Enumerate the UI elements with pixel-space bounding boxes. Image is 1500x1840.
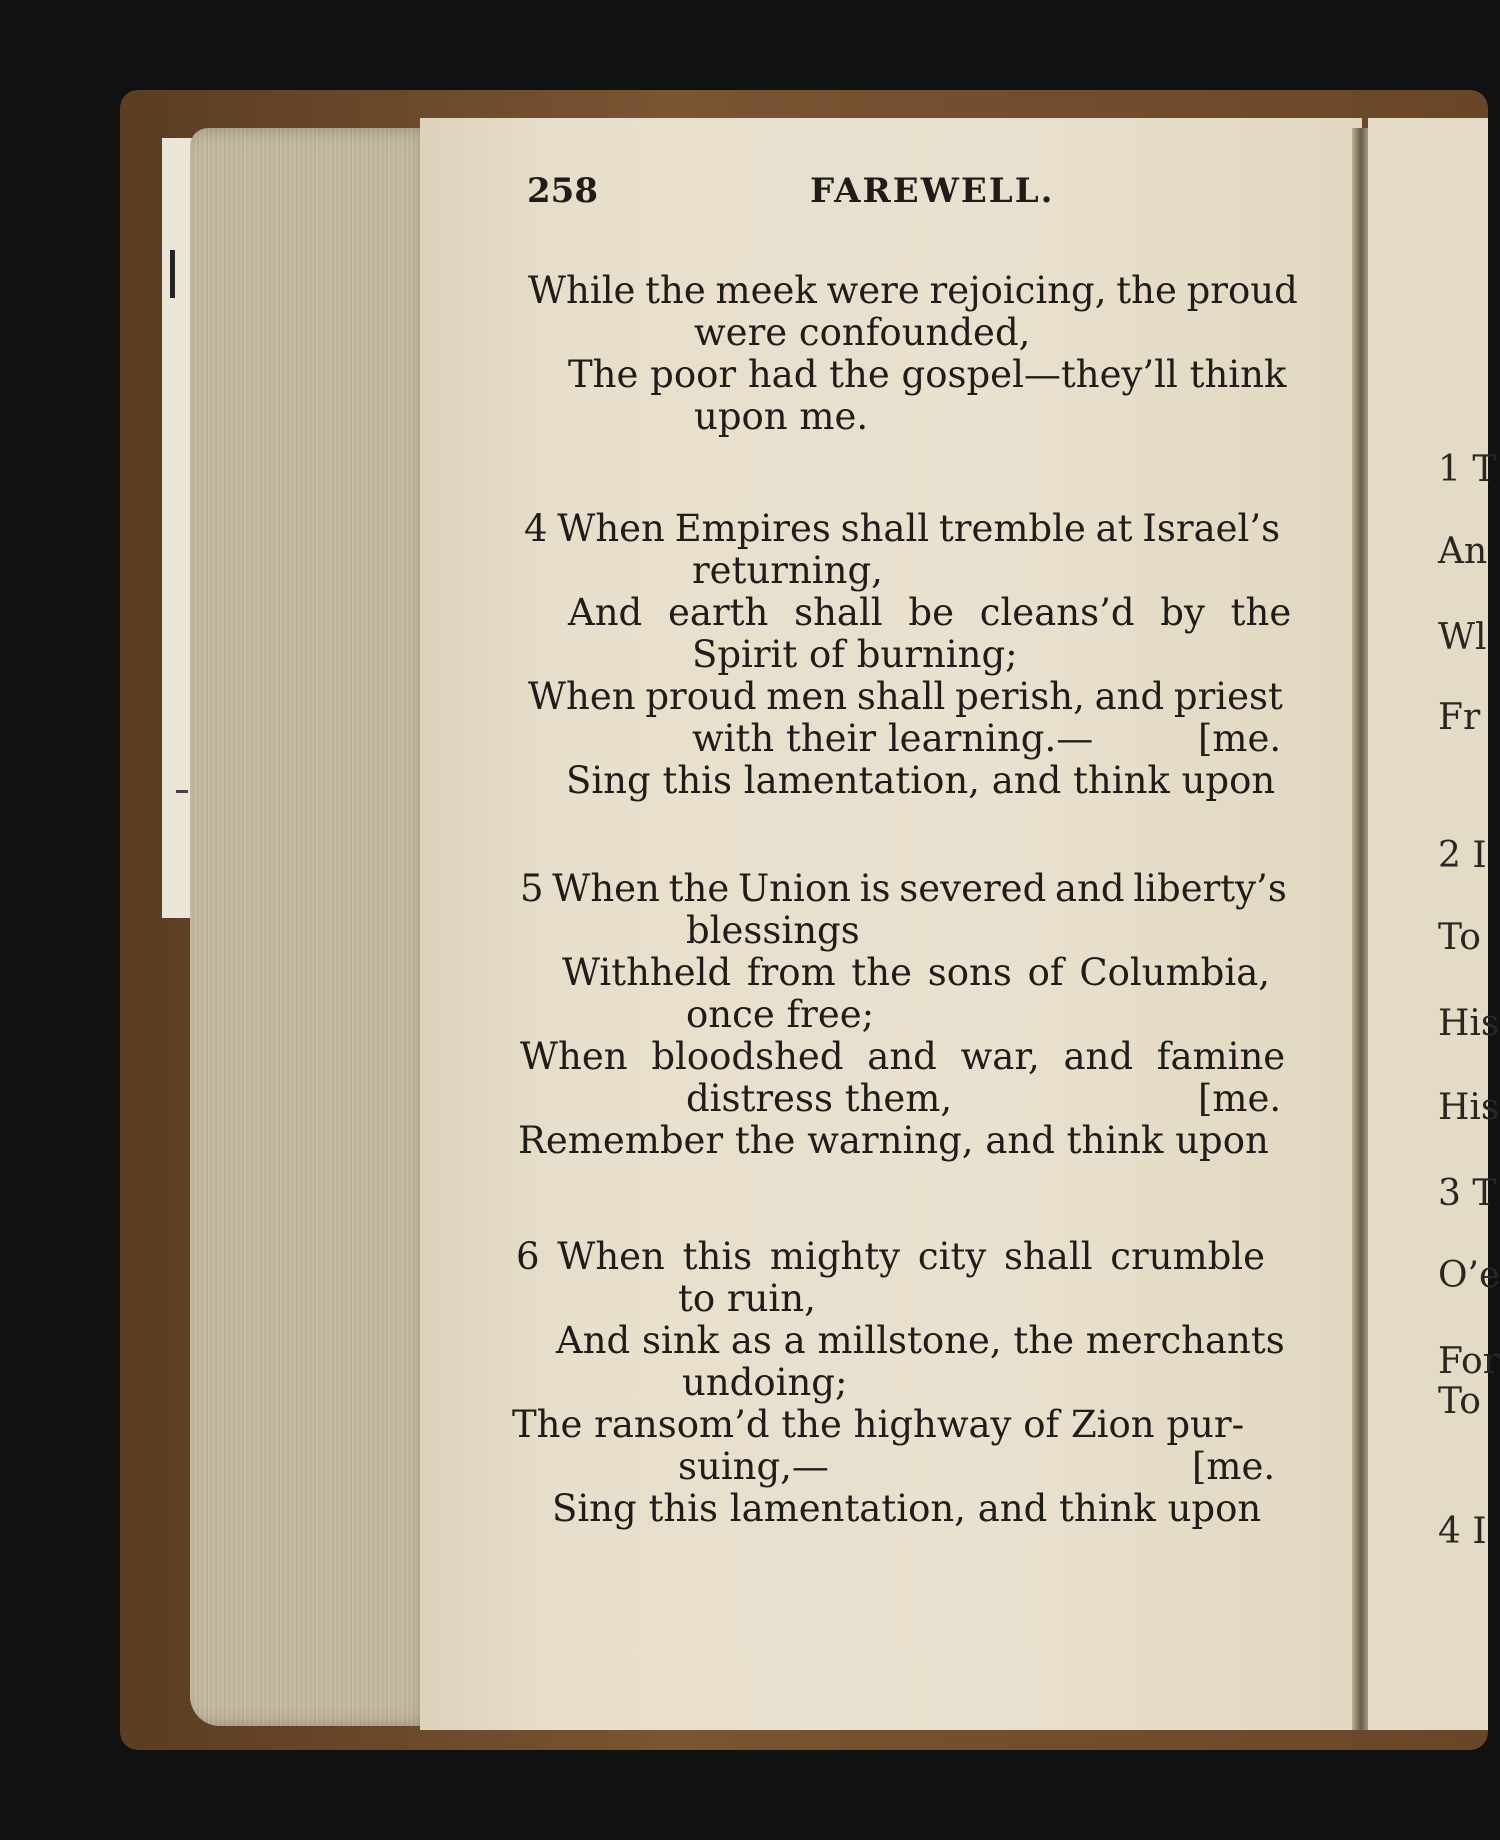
page-edges <box>190 128 435 1726</box>
verse-line: with their learning.— <box>692 717 1094 760</box>
verse-line: And sink as a millstone, the merchants <box>556 1319 1285 1362</box>
right-page-fragment: To <box>1438 1381 1481 1422</box>
verse-line: Sing this lamentation, and think upon <box>566 759 1276 802</box>
verse-line: 4 When Empires shall tremble at Israel’s <box>524 507 1281 550</box>
right-page-fragment: To <box>1438 917 1481 958</box>
verse-line: 5 When the Union is severed and liberty’s <box>520 867 1287 910</box>
running-head: FAREWELL. <box>810 171 1055 211</box>
verse-line: suing,— <box>678 1445 829 1488</box>
leaf-mark <box>170 250 175 298</box>
verse-line: The poor had the gospel—they’ll think <box>568 353 1287 396</box>
right-page-fragment: 3 T <box>1438 1173 1497 1214</box>
verse-line: once free; <box>686 993 875 1036</box>
verse-line: And earth shall be cleans’d by the <box>568 591 1292 634</box>
verse-line: undoing; <box>682 1361 848 1404</box>
right-page-fragment: For <box>1438 1341 1500 1382</box>
turnover-line: [me. <box>1198 717 1282 760</box>
verse-line: were confounded, <box>694 311 1031 354</box>
verse-line: The ransom’d the highway of Zion pur- <box>512 1403 1245 1446</box>
right-page-fragment: 1 T <box>1438 449 1497 490</box>
turnover-line: [me. <box>1198 1077 1282 1120</box>
verse-line: Remember the warning, and think upon <box>518 1119 1269 1162</box>
verse-line: Sing this lamentation, and think upon <box>552 1487 1262 1530</box>
verse-line: upon me. <box>694 395 869 438</box>
verse-line: When bloodshed and war, and famine <box>520 1035 1286 1078</box>
verse-line: Spirit of burning; <box>692 633 1018 676</box>
right-page-fragment: His <box>1438 1087 1500 1128</box>
right-page-fragment: His <box>1438 1003 1500 1044</box>
verse-line: When proud men shall perish, and priest <box>528 675 1283 718</box>
right-page-fragment: O’e <box>1438 1255 1500 1296</box>
verse-line: distress them, <box>686 1077 953 1120</box>
verse-line: Withheld from the sons of Columbia, <box>562 951 1271 994</box>
leaf-mark <box>176 790 188 793</box>
verse-line: to ruin, <box>678 1277 816 1320</box>
right-page-fragment: An <box>1438 531 1488 572</box>
verse-line: 6 When this mighty city shall crumble <box>516 1235 1266 1278</box>
verse-line: blessings <box>686 909 860 952</box>
verse-line: While the meek were rejoicing, the proud <box>528 269 1298 312</box>
page-number: 258 <box>527 171 598 211</box>
right-page-fragment: Fr <box>1438 697 1481 738</box>
right-page-fragment: Wl <box>1438 617 1487 658</box>
right-page-fragment: 2 I <box>1438 835 1487 876</box>
turnover-line: [me. <box>1192 1445 1276 1488</box>
right-page-fragment: 4 I <box>1438 1511 1487 1552</box>
verse-line: returning, <box>692 549 883 592</box>
